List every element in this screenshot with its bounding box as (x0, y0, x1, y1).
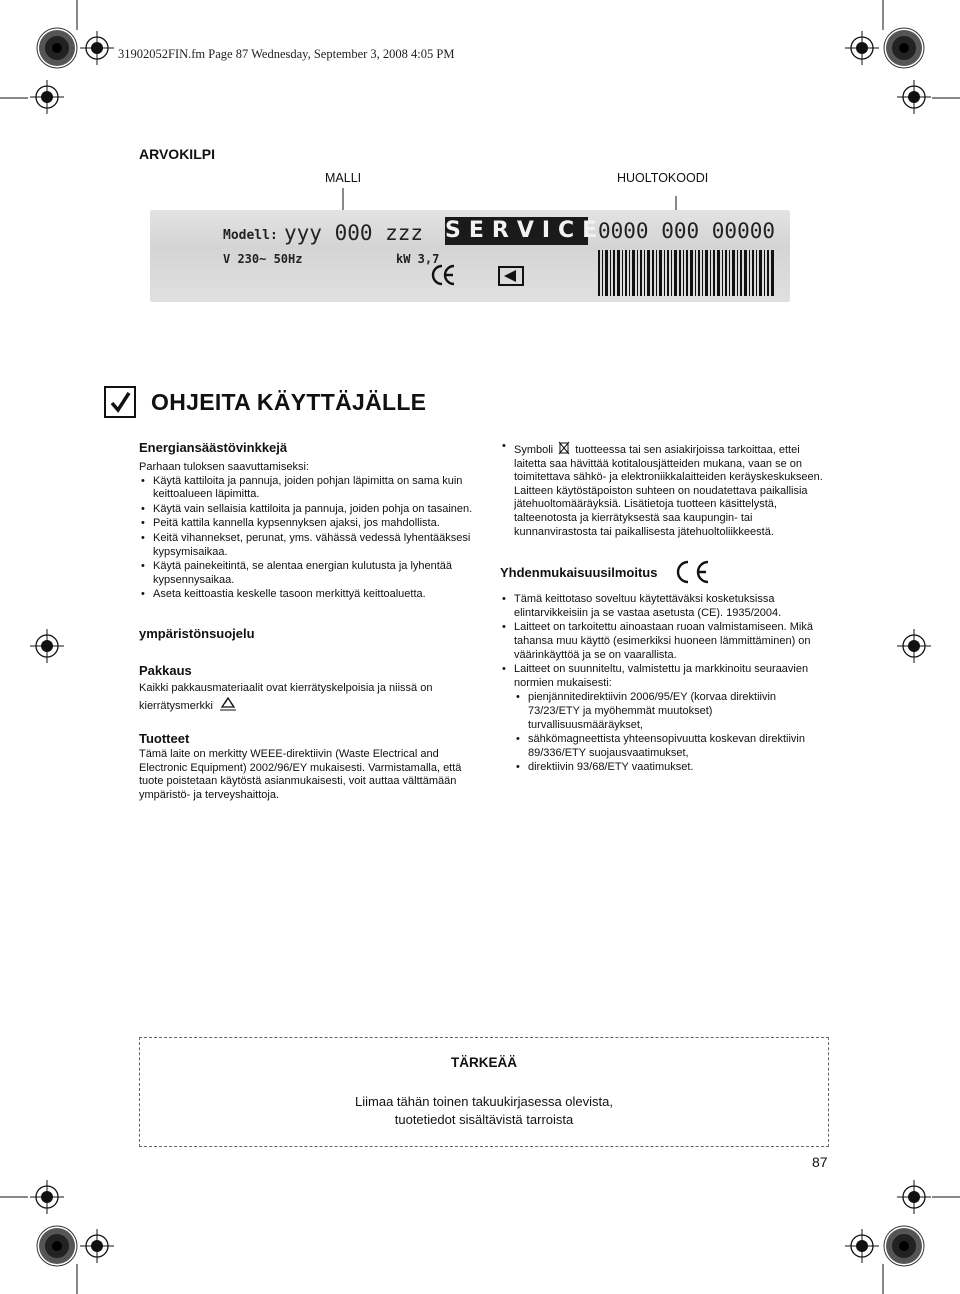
plate-voltage: V 230~ 50Hz (223, 252, 303, 266)
page-title: OHJEITA KÄYTTÄJÄLLE (151, 389, 427, 415)
packaging-heading: Pakkaus (139, 662, 192, 678)
plate-model-value: yyy 000 zzz (284, 221, 424, 245)
conformity-heading-row (500, 561, 830, 585)
energy-heading: Energiansäästövinkkejä (139, 440, 288, 455)
label-model: MALLI (325, 171, 362, 185)
list-item: • Käytä vain sellaisia kattiloita ja pannuja, joiden pohja on tasainen. (139, 503, 479, 517)
checkmark-icon (104, 386, 136, 418)
plate-service-code: 0000 000 00000 (598, 219, 776, 243)
products-text: Tämä laite on merkitty WEEE-direktiivin (Waste Electrical and Electronic Equipment) 2002/96/EY mukaisesti. Varmistamalla, että tuote poistetaan käytöstä asianmukaisesti, voit auttaa välttämään ympäristö- ja terveyshaittoja. (139, 747, 462, 801)
rating-plate (150, 210, 790, 302)
energy-intro: Parhaan tuloksen saavuttamiseksi: (139, 461, 309, 473)
environment-heading: ympäristönsuojelu (139, 625, 255, 641)
energy-tips-list (139, 475, 479, 602)
right-column (500, 440, 830, 776)
plate-class-icon (498, 266, 524, 286)
important-label-box (139, 1037, 829, 1147)
important-line-2: tuotetiedot sisältävistä tarroista (394, 1112, 574, 1127)
list-item-symbol (500, 440, 830, 539)
list-item: • Peitä kattila kannella kypsennyksen ajaksi, jos mahdollista. (139, 517, 479, 531)
products-heading: Tuotteet (139, 730, 190, 746)
conformity-list (500, 593, 830, 690)
file-header: 31902052FIN.fm Page 87 Wednesday, September 3, 2008 4:05 PM (118, 47, 455, 61)
important-title: TÄRKEÄÄ (451, 1055, 517, 1070)
list-item: • Laitteet on tarkoitettu ainoastaan ruoan valmistamiseen. Mikä tahansa muu käyttö (esimerkiksi huoneen lämmittäminen) on väärinkäyttöä ja se on vaarallista. (500, 621, 830, 662)
recycle-icon (219, 697, 237, 711)
list-item: • Tämä keittotaso soveltuu käytettäväksi kosketuksissa elintarvikkeisiin ja se vastaa asetusta (CE). 1935/2004. (500, 593, 830, 620)
weee-list (500, 440, 830, 539)
plate-service-box: SERVICE (445, 218, 606, 243)
packaging-text-content: Kaikki pakkausmateriaalit ovat kierrätyskelpoisia ja niissä on kierrätysmerkki (139, 681, 433, 712)
list-item: • pienjännitedirektiivin 2006/95/EY (korvaa direktiivin 73/23/ETY ja myöhemmät muutokset) turvallisuusmääräykset, (500, 691, 830, 732)
plate-barcode-icon (598, 250, 778, 296)
crossed-bin-icon (558, 440, 570, 455)
plate-power: kW 3,7 (396, 252, 440, 266)
list-item: • Aseta keittoastia keskelle tasoon merkittyä keittoaluetta. (139, 588, 479, 602)
packaging-text (139, 680, 479, 715)
important-line-1: Liimaa tähän toinen takuukirjasessa olevista, (355, 1094, 613, 1109)
symbol-text-before: Symboli (514, 444, 554, 456)
list-item: • Käytä painekeitintä, se alentaa energian kulutusta ja lyhentää kypsennysaikaa. (139, 560, 479, 587)
plate-ce-icon (431, 262, 457, 288)
conformity-sub-list (500, 691, 830, 775)
symbol-text-after: tuotteessa tai sen asiakirjoissa tarkoittaa, ettei laitetta saa hävittää kotitalousjätteiden mukana, vaan se on toimitettava sähkö- ja elektroniikkalaitteiden keräyskeskukseen. Laitteen käytöstäpoiston suhteen on noudatettava paikallisia jätehuoltomääräyksiä. Lisätietoja tuotteen käsittelystä, talteenotosta ja kierrätyksestä saa kaupungin- tai kunnanvirastosta tai paikallisesta jätehuoltoliikkeestä. (514, 444, 823, 538)
list-item: • Käytä kattiloita ja pannuja, joiden pohjan läpimitta on sama kuin keittoalueen läpimitta. (139, 475, 479, 502)
list-item: • sähkömagneettista yhteensopivuutta koskevan direktiivin 89/336/ETY suojausvaatimukset, (500, 733, 830, 760)
page-number: 87 (812, 1154, 828, 1170)
list-item: • Laitteet on suunniteltu, valmistettu ja markkinoitu seuraavien normien mukaisesti: (500, 663, 830, 690)
important-text (140, 1093, 828, 1129)
ce-mark-icon (674, 559, 712, 585)
conformity-heading: Yhdenmukaisuusilmoitus (500, 565, 658, 581)
list-item: • direktiivin 93/68/ETY vaatimukset. (500, 761, 830, 775)
left-column (139, 440, 479, 802)
section-title-rating-plate: ARVOKILPI (139, 146, 215, 162)
label-service-code: HUOLTOKOODI (617, 171, 709, 185)
list-item: • Keitä vihannekset, perunat, yms. vähässä vedessä lyhentääksesi kypsymisaikaa. (139, 532, 479, 559)
plate-model-label: Modell: (223, 228, 278, 243)
